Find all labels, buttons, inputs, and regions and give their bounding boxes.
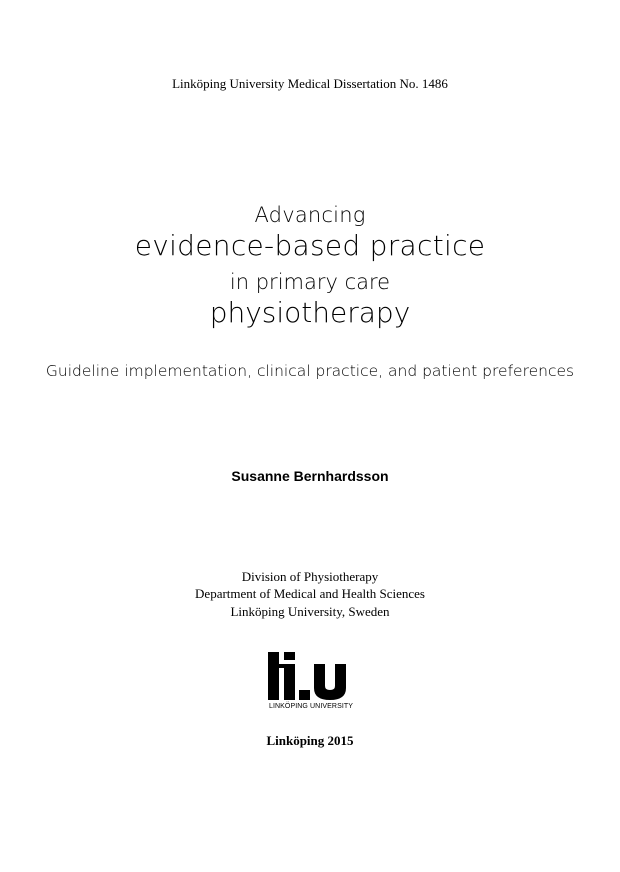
imprint-place-year: Linköping 2015 bbox=[266, 733, 354, 748]
author-name: Susanne Bernhardsson bbox=[231, 468, 389, 484]
liu-logo-mark-icon bbox=[268, 652, 354, 702]
logo-caption: LINKÖPING UNIVERSITY bbox=[268, 703, 354, 710]
affiliation-department: Department of Medical and Health Sciences bbox=[195, 586, 425, 601]
affiliation-division: Division of Physiotherapy bbox=[241, 569, 379, 584]
dissertation-series: Linköping University Medical Dissertation No. 1486 bbox=[172, 76, 448, 91]
affiliation-university: Linköping University, Sweden bbox=[230, 604, 390, 619]
subtitle: Guideline implementation, clinical practice, and patient preferences bbox=[45, 362, 575, 380]
title-line-4: physiotherapy bbox=[209, 296, 411, 329]
title-line-3: in primary care bbox=[229, 270, 391, 294]
title-line-1: Advancing bbox=[254, 203, 366, 227]
title-line-2: evidence-based practice bbox=[134, 229, 486, 262]
